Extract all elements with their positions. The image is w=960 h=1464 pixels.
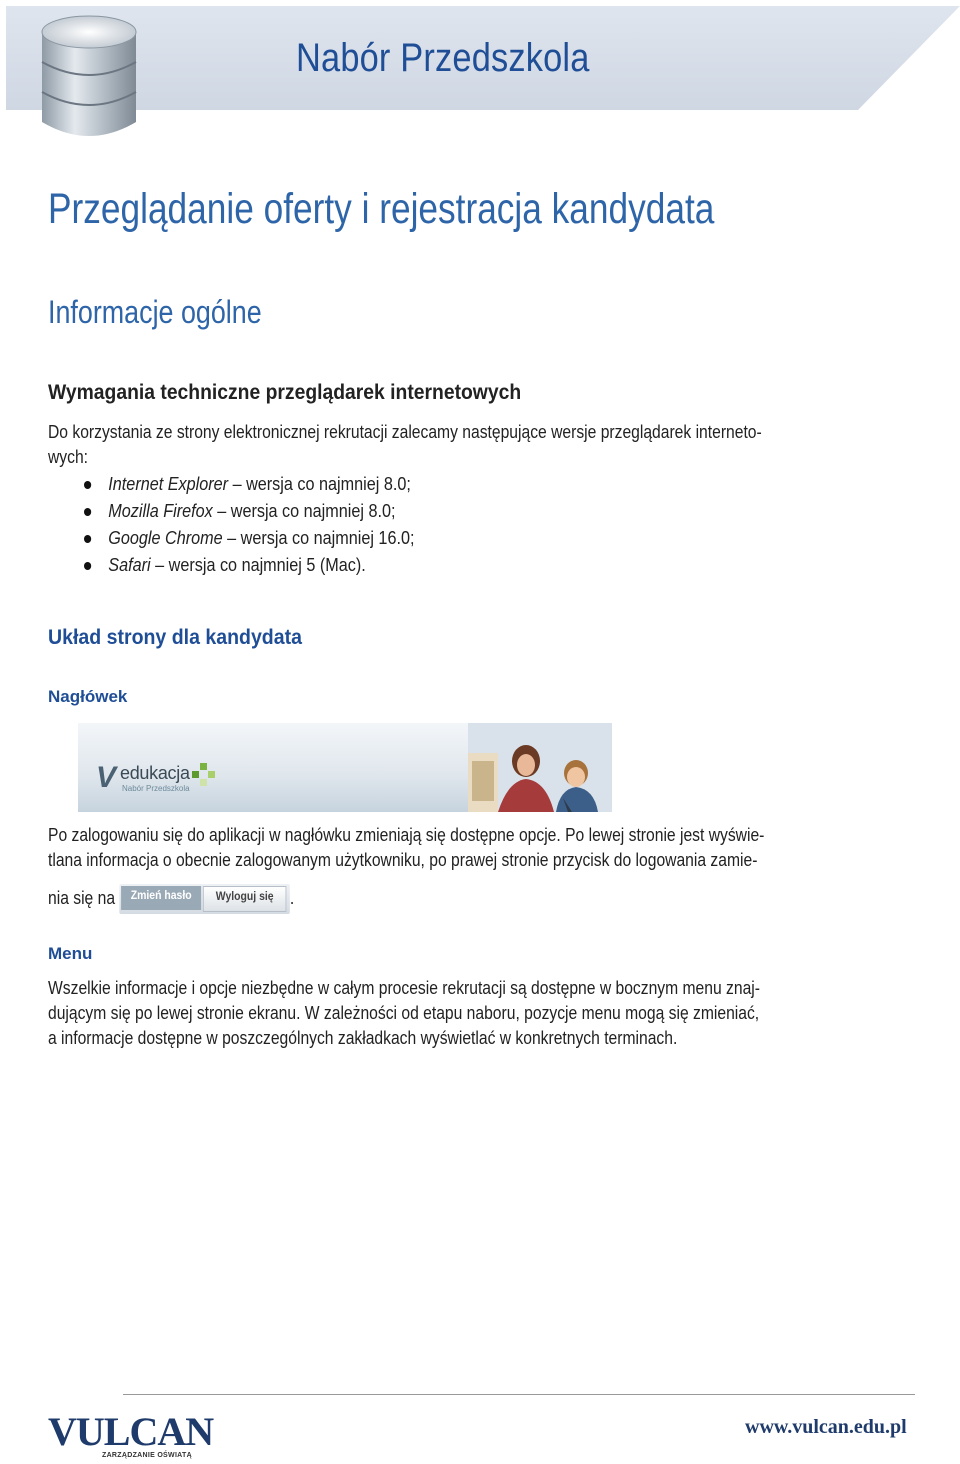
website-link[interactable]: www.vulcan.edu.pl [745,1416,907,1438]
intro-paragraph-line: Do korzystania ze strony elektronicznej rekrutacji zalecamy następujące wersje przeglądarek interneto- [48,422,762,442]
browser-name: Safari [108,555,151,575]
header-paragraph-line: Po zalogowaniu się do aplikacji w nagłówku zmieniają się dostępne opcje. Po lewej stronie jest wyświe- [48,825,765,845]
account-buttons-screenshot [119,884,290,914]
page-title: Przeglądanie oferty i rejestracja kandydata [48,185,715,233]
banner-title: Nabór Przedszkola [296,36,590,80]
intro-paragraph-line: wych: [48,447,89,467]
edukacja-logo-subtitle: Nabór Przedszkola [122,784,190,793]
browser-version: – wersja co najmniej 8.0; [228,474,411,494]
edukacja-logo-mark: V [96,761,117,794]
browser-version: – wersja co najmniej 5 (Mac). [150,555,366,575]
menu-paragraph-line: dującym się po lewej stronie ekranu. W zależności od etapu naboru, pozycje menu mogą się zmieniać, [48,1003,760,1023]
edukacja-logo-word: edukacja [120,763,190,783]
footer-divider [123,1394,915,1395]
menu-paragraph-line: Wszelkie informacje i opcje niezbędne w całym procesie rekrutacji są dostępne w bocznym menu znaj- [48,978,760,998]
bullet-icon [84,562,91,570]
vulcan-logo-subtitle: ZARZĄDZANIE OŚWIATĄ [102,1452,192,1459]
browser-version: – wersja co najmniej 8.0; [212,501,396,521]
bullet-icon [84,508,91,516]
paragraph-text: nia się na [48,888,116,908]
paragraph-text: . [289,888,295,908]
logo-square-icon [200,779,207,786]
browser-name: Mozilla Firefox [108,501,213,521]
vulcan-logo: VULCAN [48,1409,214,1454]
header-label: Nagłówek [48,687,128,706]
logo-square-icon [192,771,199,778]
header-screenshot [78,723,612,812]
database-icon [34,10,144,145]
header-paragraph-line: tlana informacja o obecnie zalogowanym użytkowniku, po prawej stronie przycisk do logowania zamie- [48,850,758,870]
bullet-icon [84,481,91,489]
menu-paragraph-line: a informacje dostępne w poszczególnych zakładkach wyświetlać w konkretnych terminach. [48,1028,678,1048]
logo-square-icon [200,763,207,770]
section-heading-general: Informacje ogólne [48,294,262,330]
subsection-heading-requirements: Wymagania techniczne przeglądarek internetowych [48,381,522,404]
section-heading-layout: Układ strony dla kandydata [48,626,302,649]
bullet-icon [84,535,91,543]
browser-name: Internet Explorer [108,474,229,494]
menu-label: Menu [48,944,93,963]
logout-button[interactable]: Wyloguj się [203,886,287,912]
browser-name: Google Chrome [108,528,223,548]
browser-version: – wersja co najmniej 16.0; [222,528,415,548]
teacher-child-photo [468,723,612,812]
change-password-button[interactable]: Zmień hasło [121,886,201,910]
header-paragraph-line [48,884,918,914]
logo-square-icon [208,771,215,778]
